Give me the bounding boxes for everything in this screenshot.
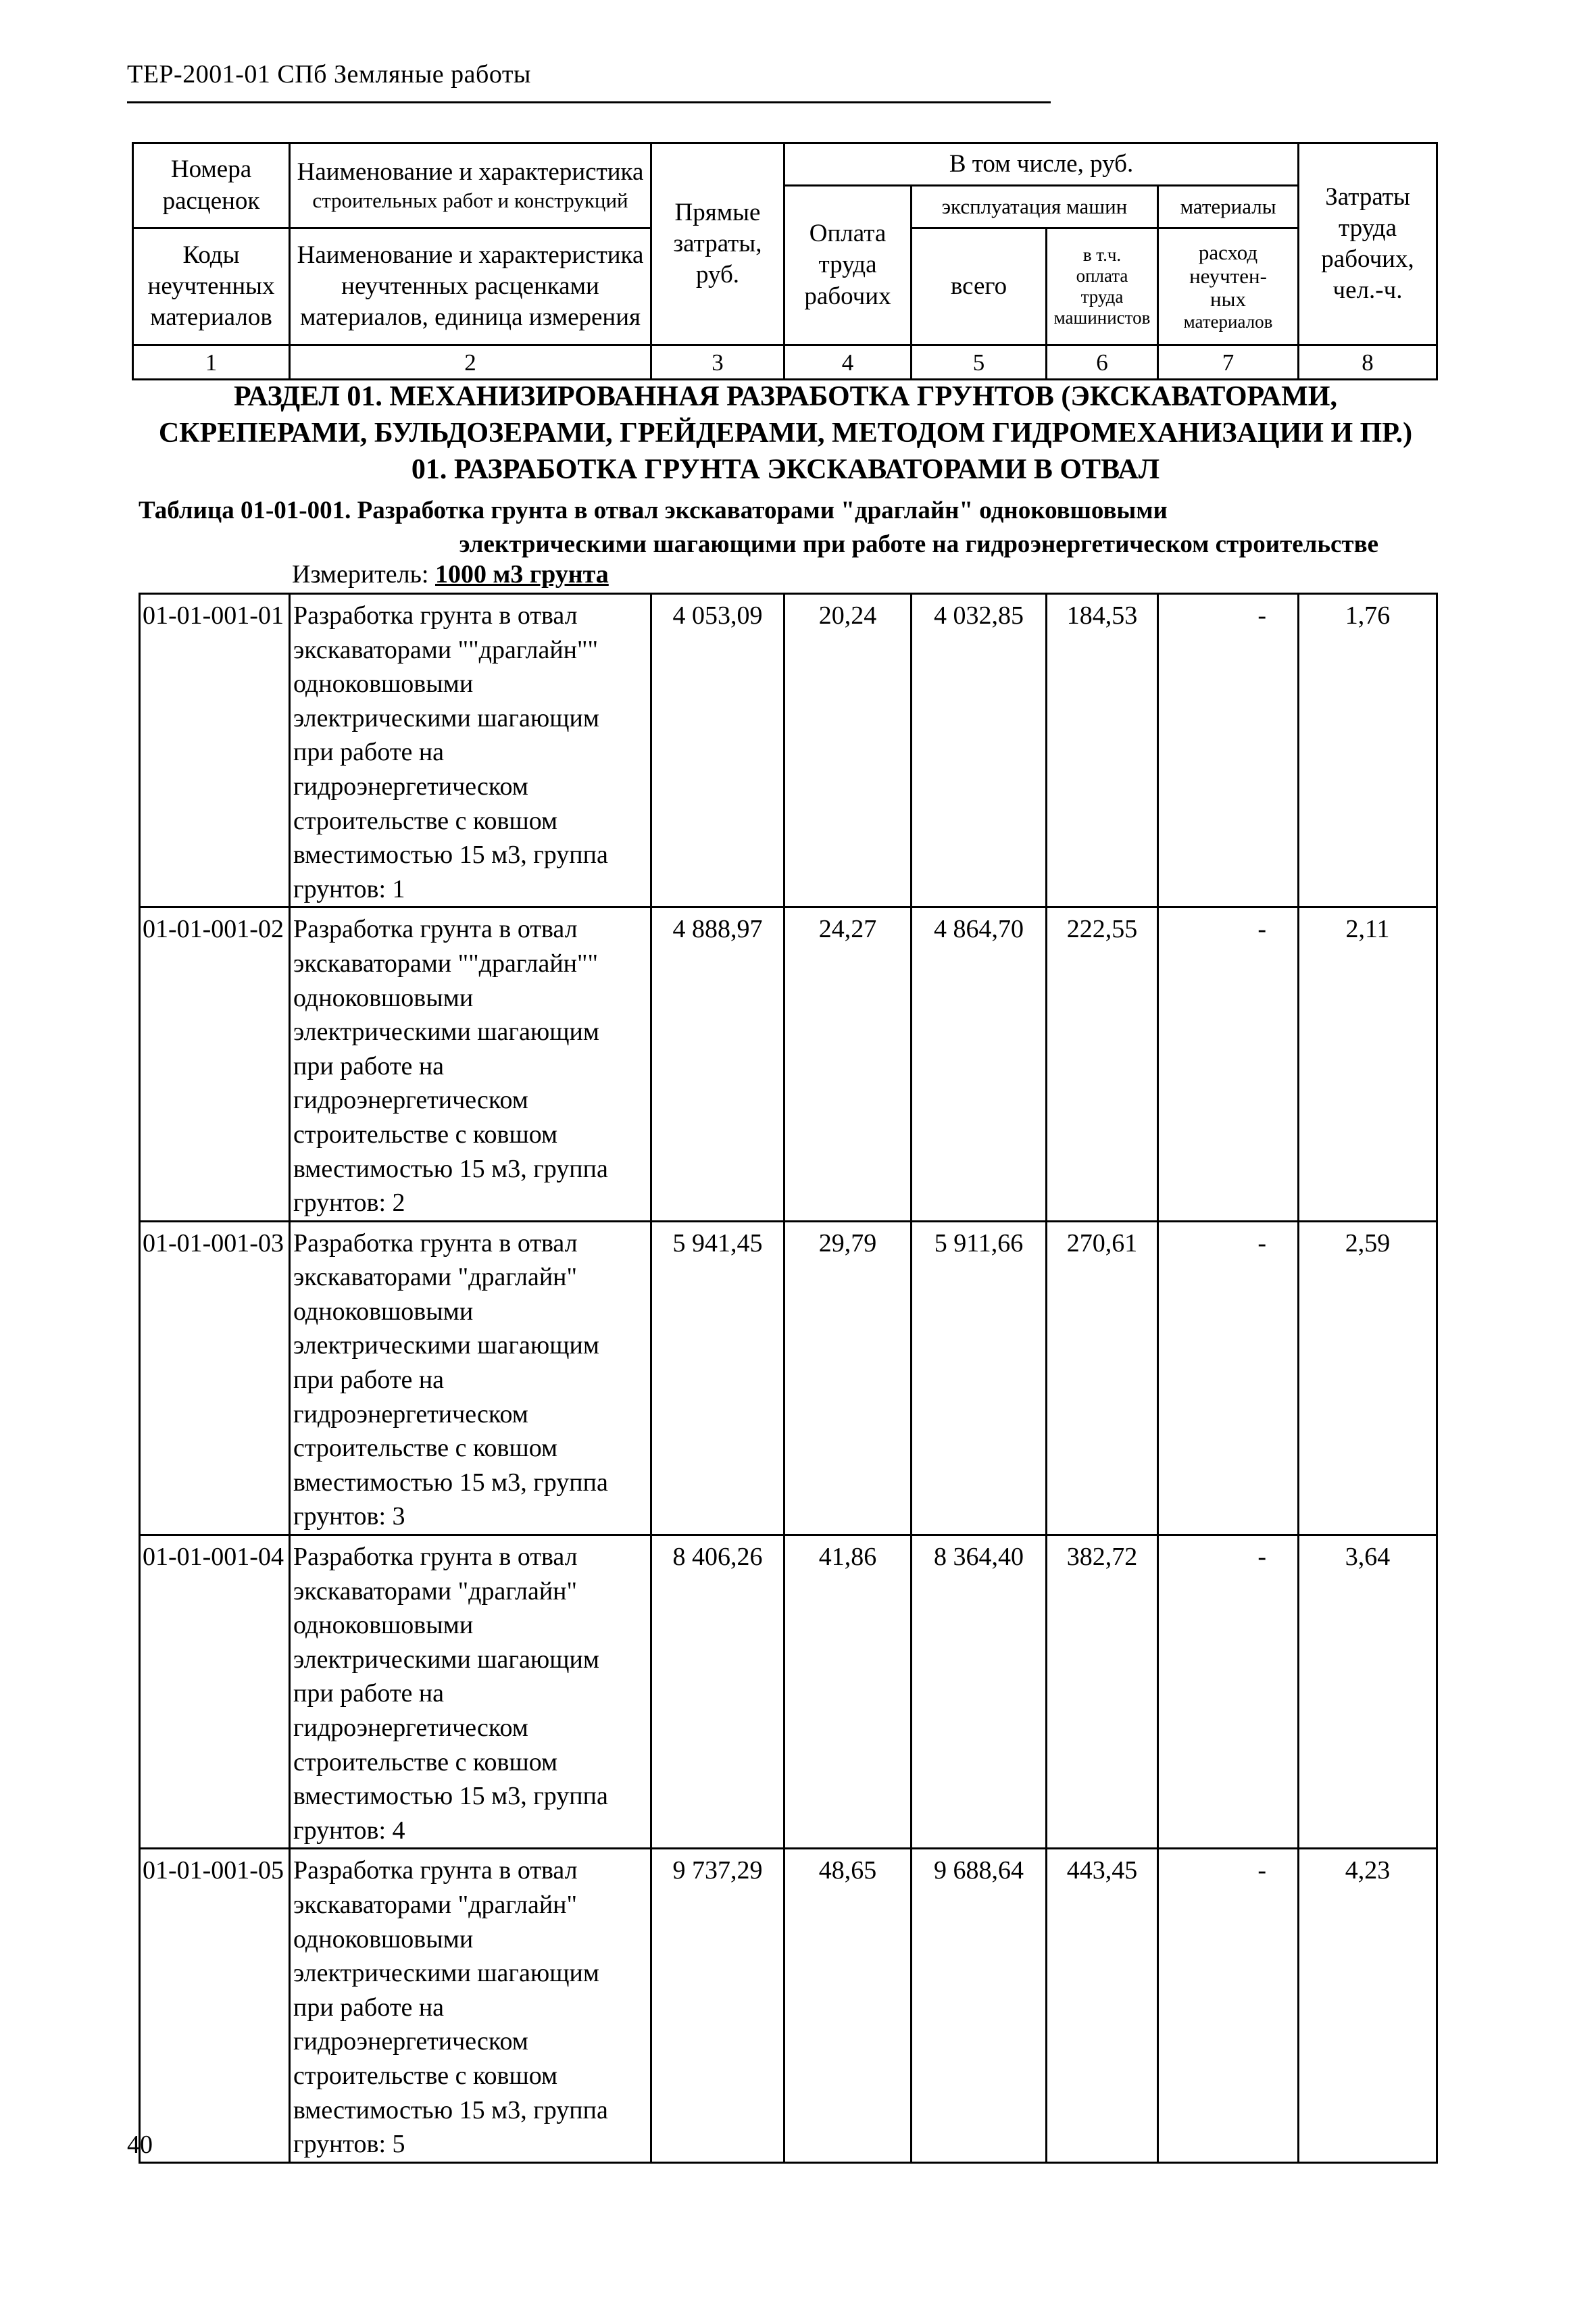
rate-description-line: экскаваторами "драглайн" bbox=[293, 1263, 578, 1292]
rate-description-line: одноковшовыми bbox=[293, 1611, 474, 1640]
header-rule bbox=[127, 101, 1051, 103]
rate-code: 01-01-001-01 bbox=[140, 594, 290, 907]
section-title-line: РАЗДЕЛ 01. МЕХАНИЗИРОВАННАЯ РАЗРАБОТКА ГРУНТОВ (ЭКСКАВАТОРАМИ, bbox=[234, 381, 1337, 412]
column-header-table bbox=[132, 142, 1438, 380]
labor-hours-value: 2,11 bbox=[1299, 907, 1437, 1221]
section-title bbox=[128, 378, 1443, 488]
header-cell-labor-wages bbox=[784, 186, 912, 345]
header-text: руб. bbox=[695, 261, 740, 289]
header-text: рабочих bbox=[804, 282, 891, 310]
machines-total-value: 4 864,70 bbox=[912, 907, 1047, 1221]
measurer bbox=[292, 559, 609, 589]
direct-costs-value: 4 053,09 bbox=[651, 594, 784, 907]
header-cell-materials: материалы bbox=[1158, 186, 1299, 228]
column-number: 2 bbox=[290, 345, 651, 380]
rates-table bbox=[139, 593, 1438, 2164]
material-consumption-value: - bbox=[1158, 907, 1299, 1221]
labor-hours-value: 2,59 bbox=[1299, 1221, 1437, 1535]
rate-description-line: гидроэнергетическом bbox=[293, 772, 528, 801]
header-cell-material-name bbox=[290, 228, 651, 345]
operator-wages-value: 270,61 bbox=[1047, 1221, 1158, 1535]
header-cell-material-codes bbox=[133, 228, 290, 345]
rate-description-line: вместимостью 15 м3, группа bbox=[293, 2095, 608, 2124]
rate-description-line: строительстве с ковшом bbox=[293, 2061, 558, 2090]
material-consumption-value: - bbox=[1158, 1535, 1299, 1849]
rate-description-line: строительстве с ковшом bbox=[293, 1434, 558, 1463]
rate-description-line: одноковшовыми bbox=[293, 670, 474, 699]
rate-description-line: экскаваторами ""драглайн"" bbox=[293, 949, 599, 978]
operator-wages-value: 443,45 bbox=[1047, 1849, 1158, 2162]
column-number: 5 bbox=[912, 345, 1047, 380]
rate-description-line: Разработка грунта в отвал bbox=[293, 1543, 578, 1572]
rate-description-line: грунтов: 1 bbox=[293, 874, 405, 903]
header-text: машинистов bbox=[1053, 307, 1151, 328]
header-text: материалов, единица измерения bbox=[299, 303, 641, 332]
rate-description-line: Разработка грунта в отвал bbox=[293, 601, 578, 630]
rate-description-line: одноковшовыми bbox=[293, 1924, 474, 1953]
labor-wages-value: 48,65 bbox=[784, 1849, 912, 2162]
table-caption-line: электрическими шагающими при работе на гидроэнергетическом строительстве bbox=[459, 530, 1378, 558]
rate-description-line: строительстве с ковшом bbox=[293, 806, 558, 835]
header-text: Затраты bbox=[1325, 182, 1410, 211]
rate-description bbox=[290, 1535, 651, 1849]
rate-description-line: экскаваторами ""драглайн"" bbox=[293, 635, 599, 664]
section-title-line: СКРЕПЕРАМИ, БУЛЬДОЗЕРАМИ, ГРЕЙДЕРАМИ, МЕТОДОМ ГИДРОМЕХАНИЗАЦИИ И ПР.) bbox=[158, 418, 1413, 449]
header-text: неучтенных расценками bbox=[341, 272, 599, 300]
rate-description-line: электрическими шагающим bbox=[293, 703, 599, 732]
header-text: ных bbox=[1210, 287, 1246, 312]
page-number: 40 bbox=[127, 2131, 153, 2159]
header-text: неучтен- bbox=[1189, 264, 1267, 288]
machines-total-value: 9 688,64 bbox=[912, 1849, 1047, 2162]
rate-description-line: при работе на bbox=[293, 738, 445, 767]
material-consumption-value: - bbox=[1158, 1221, 1299, 1535]
header-text: Наименование и характеристика bbox=[297, 158, 644, 186]
rate-description-line: электрическими шагающим bbox=[293, 1018, 599, 1047]
labor-wages-value: 24,27 bbox=[784, 907, 912, 1221]
machines-total-value: 8 364,40 bbox=[912, 1535, 1047, 1849]
header-text: Оплата bbox=[809, 220, 887, 248]
rate-description-line: Разработка грунта в отвал bbox=[293, 1228, 578, 1258]
header-text: материалов bbox=[150, 303, 272, 332]
labor-wages-value: 20,24 bbox=[784, 594, 912, 907]
machines-total-value: 5 911,66 bbox=[912, 1221, 1047, 1535]
rate-description-line: электрическими шагающим bbox=[293, 1645, 599, 1674]
header-text: Номера bbox=[170, 155, 252, 184]
header-text: Наименование и характеристика bbox=[297, 241, 644, 269]
measurer-label: Измеритель: bbox=[292, 560, 429, 589]
direct-costs-value: 8 406,26 bbox=[651, 1535, 784, 1849]
labor-hours-value: 3,64 bbox=[1299, 1535, 1437, 1849]
operator-wages-value: 382,72 bbox=[1047, 1535, 1158, 1849]
direct-costs-value: 9 737,29 bbox=[651, 1849, 784, 2162]
table-caption-line: Таблица 01-01-001. Разработка грунта в отвал экскаваторами "драглайн" одноковшовыми bbox=[139, 497, 1168, 524]
header-text: Прямые bbox=[674, 198, 761, 226]
rate-description bbox=[290, 1849, 651, 2162]
rate-description-line: вместимостью 15 м3, группа bbox=[293, 1782, 608, 1811]
header-cell-material-consumption bbox=[1158, 228, 1299, 345]
header-cell-including: В том числе, руб. bbox=[784, 143, 1299, 186]
rate-description-line: при работе на bbox=[293, 1051, 445, 1080]
header-text: неучтенных bbox=[147, 272, 275, 300]
column-number: 1 bbox=[133, 345, 290, 380]
rate-description-line: экскаваторами "драглайн" bbox=[293, 1576, 578, 1605]
column-number: 6 bbox=[1047, 345, 1158, 380]
header-text: Коды bbox=[182, 241, 240, 269]
table-row bbox=[140, 1849, 1437, 2162]
rate-description-line: вместимостью 15 м3, группа bbox=[293, 1468, 608, 1497]
header-text: оплата bbox=[1076, 265, 1128, 286]
header-text: расценок bbox=[162, 186, 260, 215]
column-number: 4 bbox=[784, 345, 912, 380]
table-row bbox=[140, 594, 1437, 907]
operator-wages-value: 184,53 bbox=[1047, 594, 1158, 907]
header-cell-rate-numbers bbox=[133, 143, 290, 228]
rate-description-line: электрическими шагающим bbox=[293, 1959, 599, 1988]
column-number: 3 bbox=[651, 345, 784, 380]
rate-description-line: при работе на bbox=[293, 1366, 445, 1395]
rate-description-line: грунтов: 4 bbox=[293, 1816, 405, 1845]
header-text: расход bbox=[1198, 240, 1258, 264]
table-row bbox=[140, 907, 1437, 1221]
header-text: в т.ч. bbox=[1082, 244, 1122, 265]
column-number: 7 bbox=[1158, 345, 1299, 380]
labor-wages-value: 29,79 bbox=[784, 1221, 912, 1535]
header-cell-work-name bbox=[290, 143, 651, 228]
rate-description-line: гидроэнергетическом bbox=[293, 1714, 528, 1742]
header-text: чел.-ч. bbox=[1332, 276, 1403, 305]
rate-description-line: при работе на bbox=[293, 1993, 445, 2022]
labor-hours-value: 1,76 bbox=[1299, 594, 1437, 907]
rate-description bbox=[290, 907, 651, 1221]
measurer-value: 1000 м3 грунта bbox=[435, 560, 609, 589]
table-row bbox=[140, 1535, 1437, 1849]
rate-description bbox=[290, 594, 651, 907]
rate-description-line: строительстве с ковшом bbox=[293, 1747, 558, 1776]
rate-description-line: вместимостью 15 м3, группа bbox=[293, 1154, 608, 1183]
running-header: ТЕР-2001-01 СПб Земляные работы bbox=[127, 60, 531, 89]
rate-description-line: одноковшовыми bbox=[293, 1297, 474, 1326]
labor-hours-value: 4,23 bbox=[1299, 1849, 1437, 2162]
header-text: труда bbox=[1338, 214, 1397, 242]
rate-description-line: грунтов: 2 bbox=[293, 1189, 405, 1218]
rate-description-line: при работе на bbox=[293, 1679, 445, 1708]
header-cell-machine-operation: эксплуатация машин bbox=[912, 186, 1158, 228]
header-cell-machines-total: всего bbox=[912, 228, 1047, 345]
header-text: строительных работ и конструкций bbox=[312, 189, 628, 213]
table-row bbox=[140, 1221, 1437, 1535]
rate-code: 01-01-001-04 bbox=[140, 1535, 290, 1849]
header-text: рабочих, bbox=[1321, 245, 1414, 273]
header-cell-operator-wages bbox=[1047, 228, 1158, 345]
rate-description-line: гидроэнергетическом bbox=[293, 2027, 528, 2056]
header-text: труда bbox=[818, 251, 877, 279]
rate-description-line: одноковшовыми bbox=[293, 983, 474, 1012]
rate-description-line: грунтов: 5 bbox=[293, 2130, 405, 2159]
rate-description-line: вместимостью 15 м3, группа bbox=[293, 841, 608, 870]
rate-description-line: гидроэнергетическом bbox=[293, 1399, 528, 1428]
rate-code: 01-01-001-03 bbox=[140, 1221, 290, 1535]
rate-description-line: грунтов: 3 bbox=[293, 1502, 405, 1531]
direct-costs-value: 4 888,97 bbox=[651, 907, 784, 1221]
rate-description-line: электрическими шагающим bbox=[293, 1331, 599, 1360]
rate-description-line: гидроэнергетическом bbox=[293, 1086, 528, 1115]
rate-description-line: строительстве с ковшом bbox=[293, 1120, 558, 1149]
header-text: труда bbox=[1080, 287, 1124, 307]
table-caption bbox=[139, 494, 1422, 562]
material-consumption-value: - bbox=[1158, 594, 1299, 907]
header-cell-direct-costs bbox=[651, 143, 784, 345]
header-cell-labor-hours bbox=[1299, 143, 1437, 345]
labor-wages-value: 41,86 bbox=[784, 1535, 912, 1849]
rate-description-line: Разработка грунта в отвал bbox=[293, 915, 578, 944]
rate-code: 01-01-001-05 bbox=[140, 1849, 290, 2162]
direct-costs-value: 5 941,45 bbox=[651, 1221, 784, 1535]
section-title-line: 01. РАЗРАБОТКА ГРУНТА ЭКСКАВАТОРАМИ В ОТВАЛ bbox=[411, 454, 1160, 485]
machines-total-value: 4 032,85 bbox=[912, 594, 1047, 907]
column-number: 8 bbox=[1299, 345, 1437, 380]
operator-wages-value: 222,55 bbox=[1047, 907, 1158, 1221]
rate-description-line: экскаваторами "драглайн" bbox=[293, 1890, 578, 1919]
rate-code: 01-01-001-02 bbox=[140, 907, 290, 1221]
header-text: затраты, bbox=[673, 229, 762, 257]
material-consumption-value: - bbox=[1158, 1849, 1299, 2162]
rate-description-line: Разработка грунта в отвал bbox=[293, 1856, 578, 1885]
header-text: материалов bbox=[1183, 311, 1273, 332]
rate-description bbox=[290, 1221, 651, 1535]
